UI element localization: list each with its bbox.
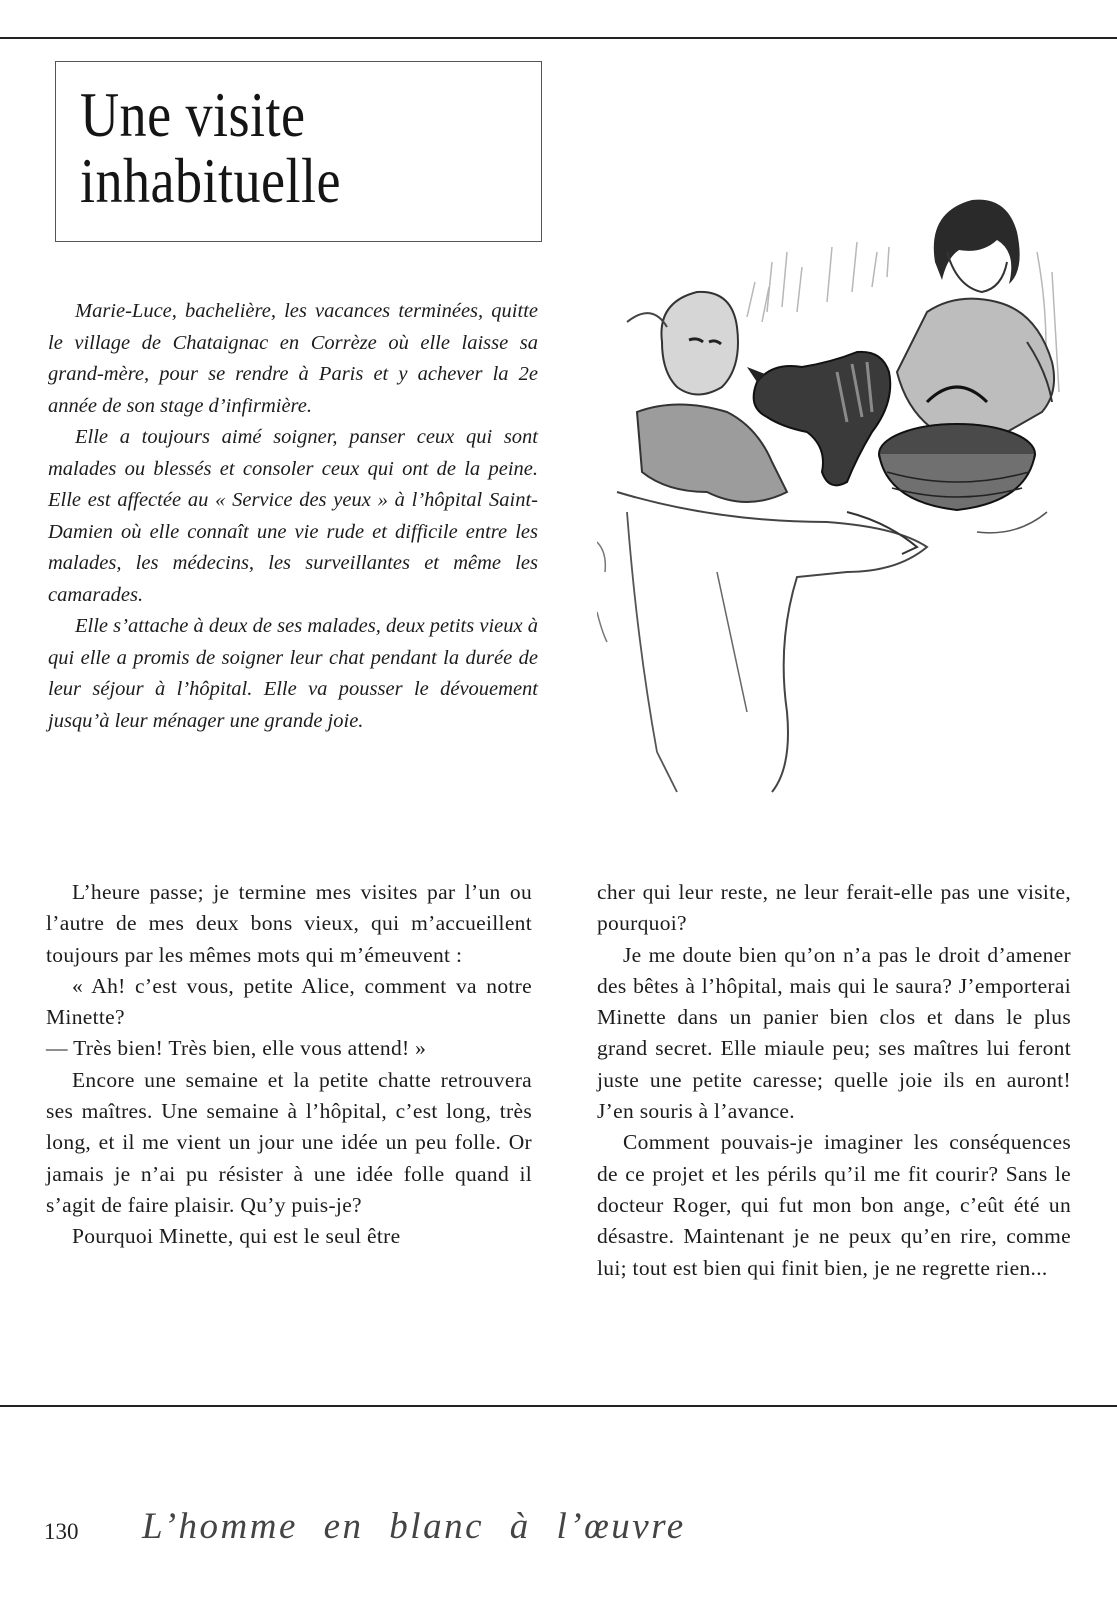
illustration-nurse-with-cat — [597, 192, 1073, 812]
body-paragraph: « Ah! c’est vous, petite Alice, comment va notre Minette? — [46, 973, 532, 1030]
body-paragraph: — Très bien! Très bien, elle vous attend! » — [46, 1036, 427, 1061]
body-column-left — [46, 877, 532, 1253]
bottom-rule — [0, 1405, 1117, 1407]
nurse-hair — [934, 200, 1020, 284]
page-number: 130 — [44, 1519, 79, 1544]
intro-paragraph: Elle s’attache à deux de ses malades, deux petits vieux à qui elle a promis de soigner leur chat pendant la durée de leur séjour à l’hôpital. Elle va pousser le dévouement jusqu’à leur ménager une grande joie. — [48, 615, 538, 732]
old-woman-body — [637, 405, 787, 503]
body-paragraph: Encore une semaine et la petite chatte retrouvera ses maîtres. Une semaine à l’hôpital, c’est long, très long, et il me vient un jour une idée un peu folle. Or jamais je n’ai pu résister à une idée folle quand il s’agit de faire plaisir. Qu’y puis-je? — [46, 1067, 532, 1217]
body-paragraph: Je me doute bien qu’on n’a pas le droit d’amener des bêtes à l’hôpital, mais qui le saura? J’emporterai Minette dans un panier bien clos et dans le plus grand secret. Elle miaule peu; ses maîtres lui feront juste une petite caresse; quelle joie ils en auront! J’en souris à l’avance. — [597, 942, 1071, 1124]
intro-paragraph: Marie-Luce, bachelière, les vacances terminées, quitte le village de Chataignac en Corrèze où elle laisse sa grand-mère, pour se rendre à Paris et y achever la 2e année de son stage d’infirmière. — [48, 300, 538, 417]
nurse-face — [947, 252, 1007, 292]
nurse-body — [897, 299, 1054, 442]
title-box — [55, 61, 542, 242]
bed-blanket — [617, 492, 927, 792]
intro-summary — [48, 296, 538, 737]
running-title: L’homme en blanc à l’œuvre — [142, 1506, 686, 1547]
body-paragraph: Comment pouvais-je imaginer les conséquences de ce projet et les périls qu’il me fit courir? Sans le docteur Roger, qui fut mon bon ange, c’eût été un désastre. Maintenant je ne peux qu’en rire, comme lui; tout est bien qui finit bien, je ne regrette rien... — [597, 1130, 1071, 1280]
page-footer — [44, 1505, 804, 1555]
top-rule — [0, 37, 1117, 39]
body-column-right — [597, 877, 1071, 1284]
body-paragraph: cher qui leur reste, ne leur ferait-elle pas une visite, pourquoi? — [597, 880, 1071, 936]
body-paragraph: L’heure passe; je termine mes visites par l’un ou l’autre de mes deux bons vieux, qui m’accueillent toujours par les mêmes mots qui m’émeuvent : — [46, 880, 532, 967]
body-paragraph: Pourquoi Minette, qui est le seul être — [72, 1224, 401, 1249]
title-line-2: inhabituelle — [80, 146, 341, 216]
page-title — [80, 82, 341, 214]
title-line-1: Une visite — [80, 80, 306, 150]
intro-paragraph: Elle a toujours aimé soigner, panser ceux qui sont malades ou blessés et consoler ceux qui ont de la peine. Elle est affectée au « Service des yeux » à l’hôpital Saint-Damien où elle connaît une vie rude et difficile entre les malades, les médecins, les surveillantes et même les camarades. — [48, 426, 538, 606]
old-woman-head — [661, 292, 738, 395]
